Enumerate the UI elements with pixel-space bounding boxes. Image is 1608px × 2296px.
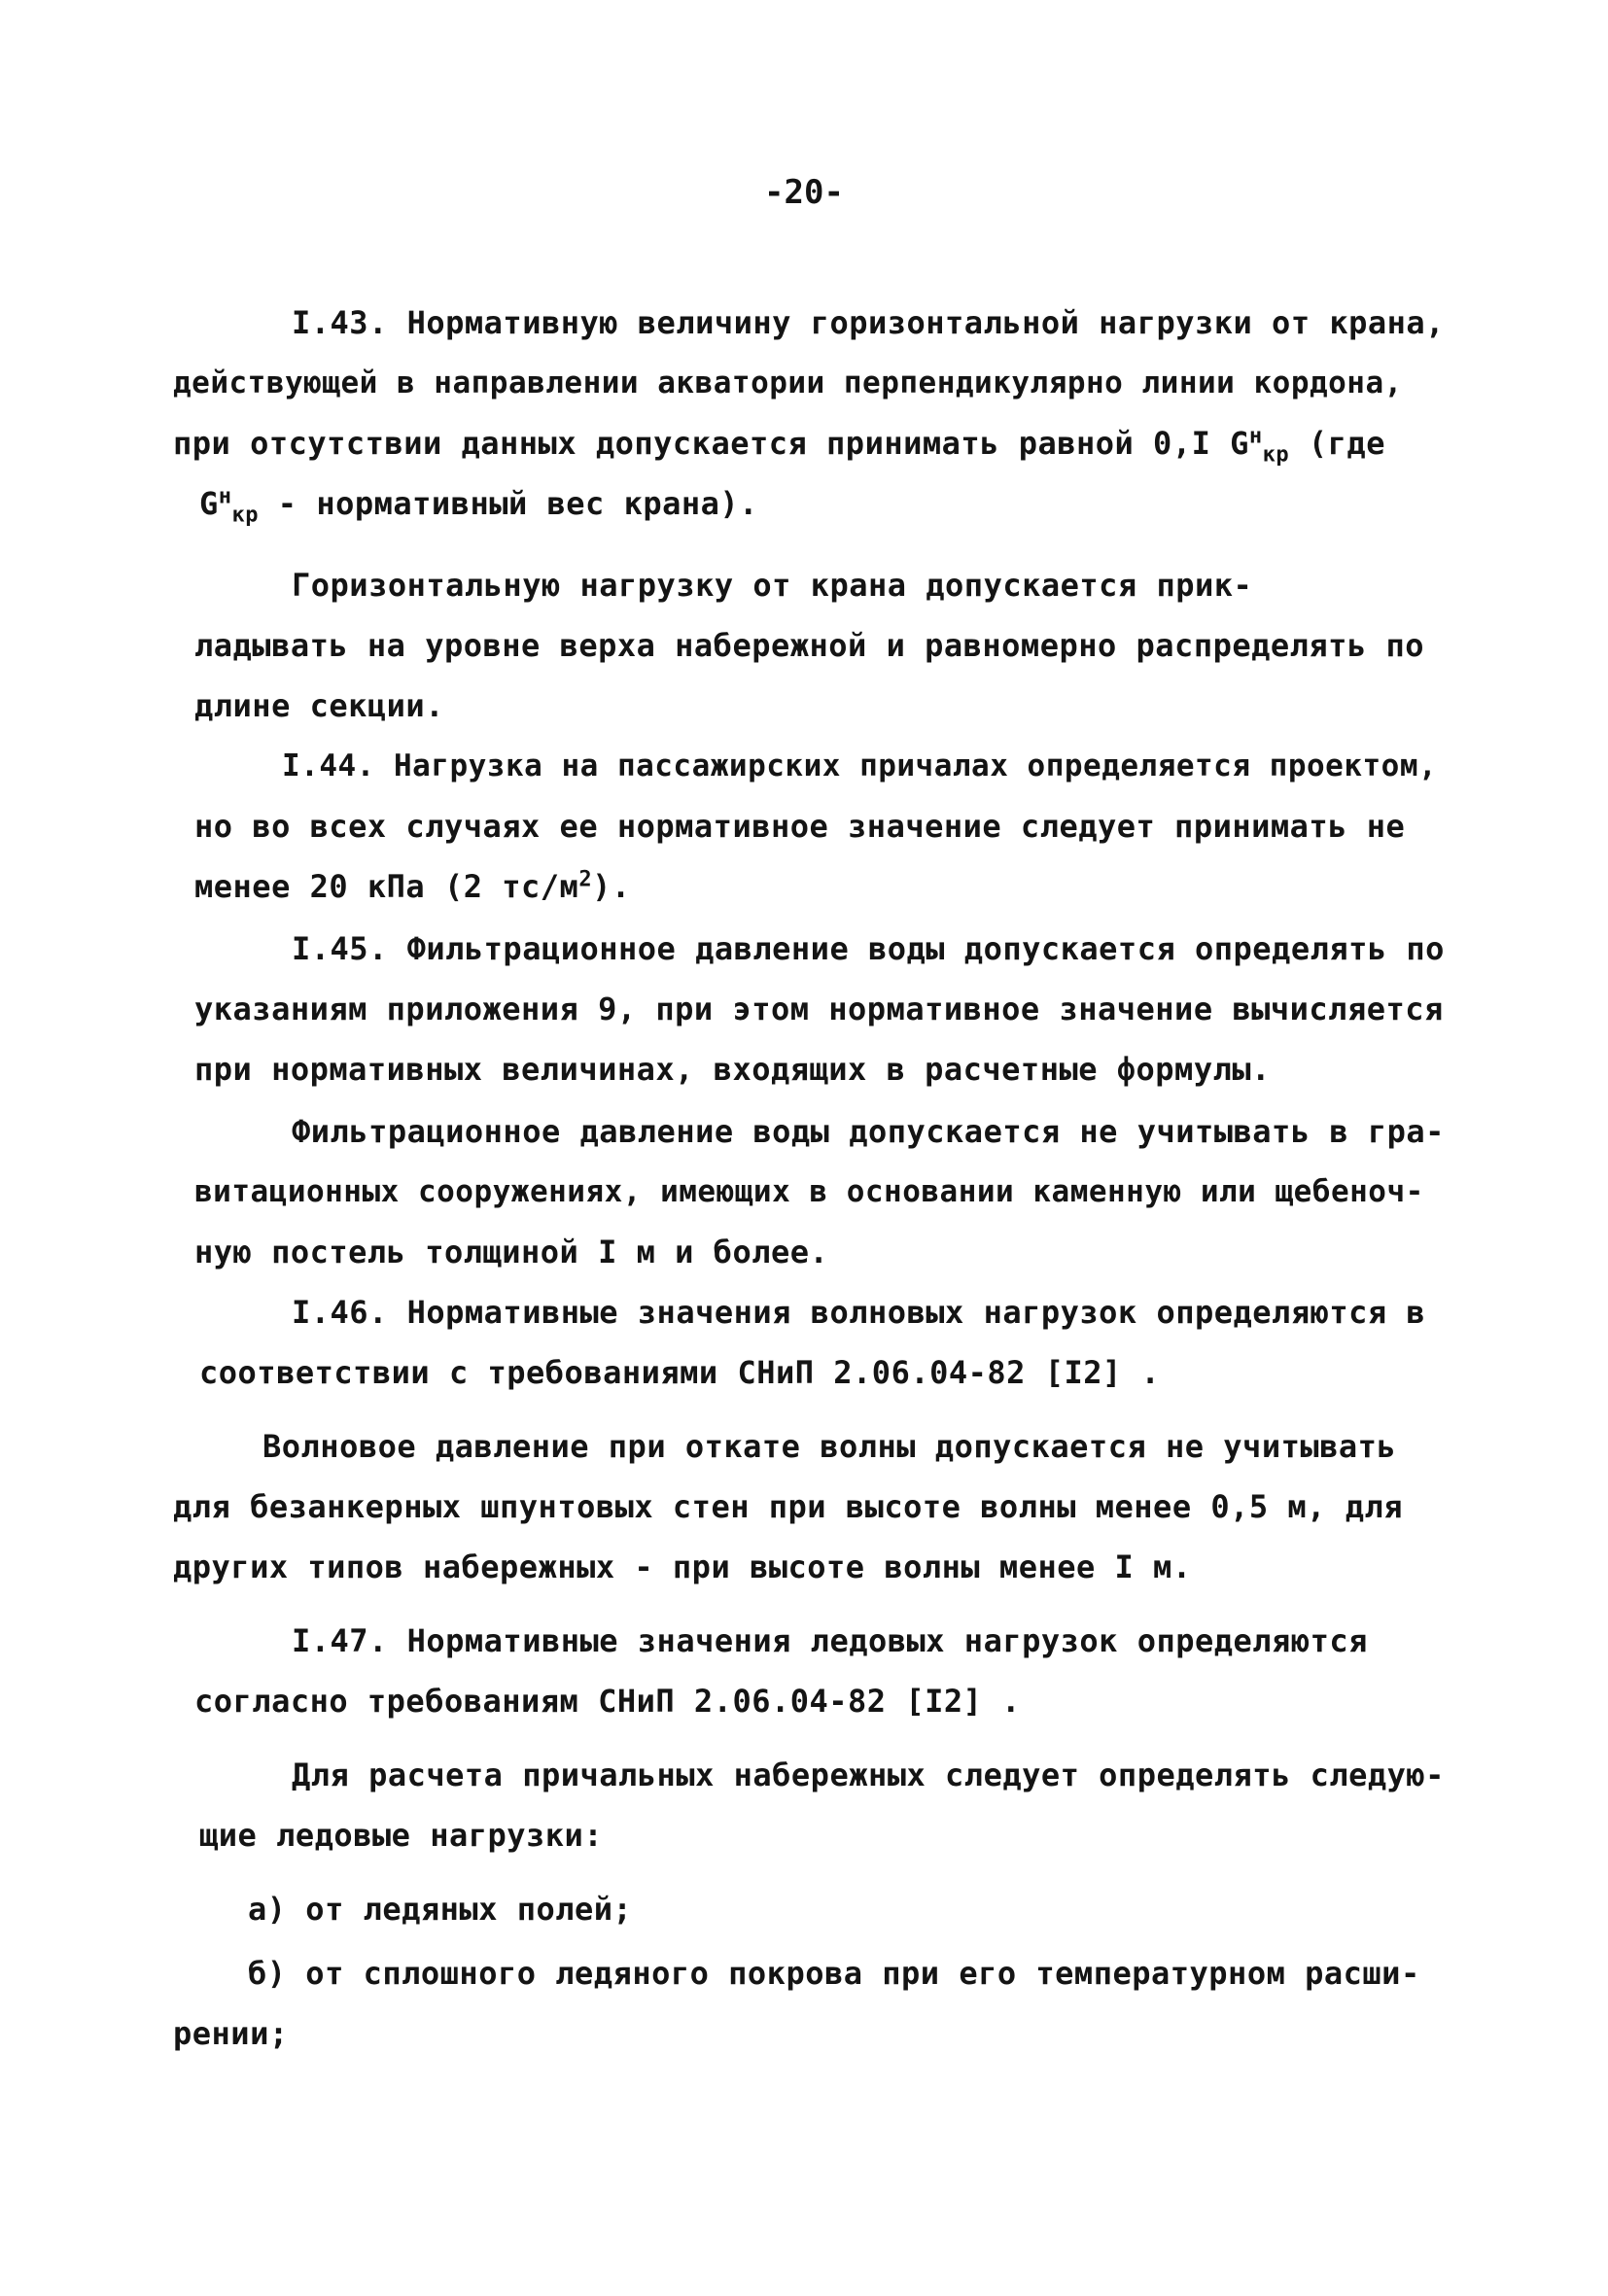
paragraph-1-44-line-1: I.44. Нагрузка на пассажирских причалах определяется проектом, [282,748,1438,783]
paragraph-filtration-line-2: витационных сооружениях, имеющих в основании каменную или щебеноч- [194,1174,1424,1209]
paragraph-1-45-line-2: указаниям приложения 9, при этом нормативное значение вычисляется [194,991,1444,1027]
paragraph-filtration-line-3: ную постель толщиной I м и более. [194,1234,829,1270]
paragraph-ice-line-2: щие ледовые нагрузки: [199,1817,604,1854]
paragraph-1-44-line-3: менее 20 кПа (2 $тс/м^2$). [194,867,631,905]
paragraph-horizontal-load-line-1: Горизонтальную нагрузку от крана допускается прик- [292,567,1253,604]
list-item-b-line-2: рении; [173,2015,289,2052]
paragraph-horizontal-load-line-3: длине секции. [194,687,444,724]
paragraph-wave-line-3: других типов набережных - при высоте волны менее I м. [173,1548,1192,1585]
paragraph-1-43-line-2: действующей в направлении акватории перпендикулярно линии кордона, [173,365,1403,400]
paragraph-1-46-line-2: соответствии с требованиями СНиП 2.06.04-82 [I2] . [199,1354,1161,1391]
paragraph-1-46-line-1: I.46. Нормативные значения волновых нагрузок определяются в [292,1294,1426,1331]
paragraph-horizontal-load-line-2: ладывать на уровне верха набережной и равномерно распределять по [194,627,1424,664]
paragraph-1-47-line-2: согласно требованиям СНиП 2.06.04-82 [I2] . [194,1683,1021,1720]
paragraph-1-45-line-1: I.45. Фильтрационное давление воды допускается определять по [292,930,1445,967]
paragraph-1-44-line-2: но во всех случаях ее нормативное значение следует принимать не [194,808,1406,845]
paragraph-wave-line-2: для безанкерных шпунтовых стен при высоте волны менее 0,5 м, для [173,1488,1403,1525]
paragraph-1-43-line-1: I.43. Нормативную величину горизонтальной нагрузки от крана, [292,304,1445,341]
paragraph-wave-line-1: Волновое давление при откате волны допускается не учитывать [262,1428,1397,1465]
paragraph-1-45-line-3: при нормативных величинах, входящих в расчетные формулы. [194,1051,1271,1088]
list-item-b-line-1: б) от сплошного ледяного покрова при его температурном расши- [248,1955,1420,1992]
page-number: -20- [764,173,844,212]
list-item-a: а) от ледяных полей; [248,1891,633,1928]
paragraph-1-43-line-4: $G^н_{кр}$ - нормативный вес крана). [199,484,758,528]
paragraph-ice-line-1: Для расчета причальных набережных следует определять следую- [292,1757,1445,1793]
paragraph-1-43-line-3: при отсутствии данных допускается принимать равной 0,I $G^н_{кр}$ (где [173,424,1385,468]
paragraph-1-47-line-1: I.47. Нормативные значения ледовых нагрузок определяются [292,1622,1368,1659]
paragraph-filtration-line-1: Фильтрационное давление воды допускается не учитывать в гра- [292,1113,1445,1150]
